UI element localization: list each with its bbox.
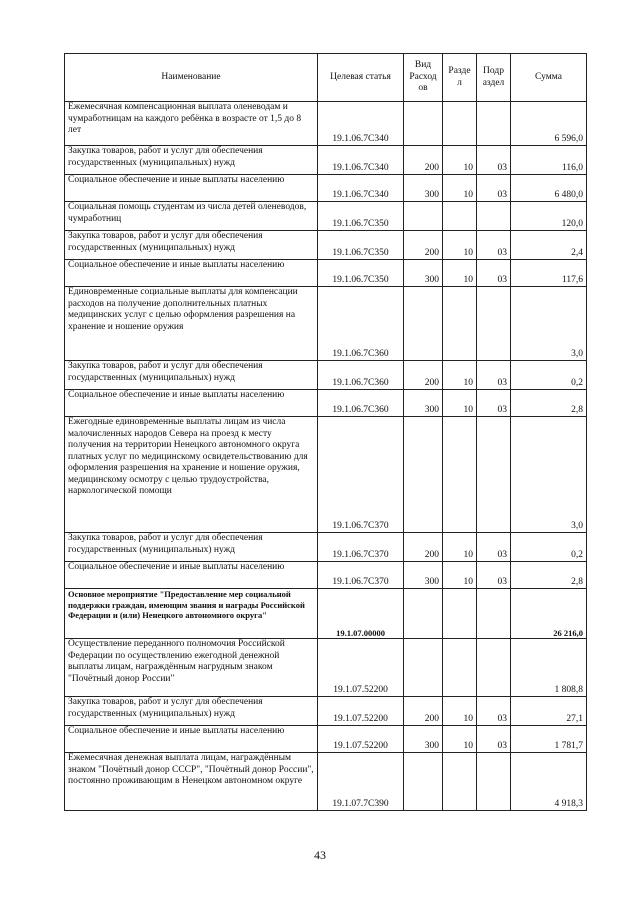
table-row [65,260,587,287]
cell-sum: 2,8 [511,390,587,417]
cell-sum: 1 808,8 [511,639,587,697]
cell-section [443,417,477,533]
cell-expense-type: 300 [404,390,443,417]
cell-sum: 0,2 [511,361,587,390]
cell-section: 10 [443,562,477,589]
table-row [65,533,587,562]
cell-subsection: 03 [477,146,511,175]
cell-sum: 6 596,0 [511,102,587,146]
cell-target-article: 19.1.06.7С350 [318,260,404,287]
cell-target-article: 19.1.06.7С350 [318,231,404,260]
cell-name: Закупка товаров, работ и услуг для обеспечения государственных (муниципальных) нужд [65,361,318,390]
cell-subsection: 03 [477,175,511,202]
cell-sum: 116,0 [511,146,587,175]
cell-expense-type [404,102,443,146]
cell-subsection [477,287,511,361]
cell-subsection: 03 [477,726,511,753]
cell-sum: 3,0 [511,417,587,533]
table-row [65,697,587,726]
cell-section [443,639,477,697]
cell-section [443,589,477,639]
cell-subsection [477,202,511,231]
cell-target-article: 19.1.06.7С370 [318,417,404,533]
cell-sum: 2,4 [511,231,587,260]
cell-name: Ежемесячная денежная выплата лицам, награждённым знаком "Почётный донор СССР", "Почётный донор России", постоянно проживающим в Ненецком автономном округе [65,753,318,811]
cell-name: Социальное обеспечение и иные выплаты населению [65,175,318,202]
cell-expense-type [404,202,443,231]
budget-table [64,53,587,811]
cell-target-article: 19.1.06.7С370 [318,562,404,589]
cell-target-article: 19.1.06.7С360 [318,287,404,361]
cell-sum: 2,8 [511,562,587,589]
cell-target-article: 19.1.06.7С370 [318,533,404,562]
cell-subsection [477,102,511,146]
cell-subsection: 03 [477,390,511,417]
cell-subsection [477,753,511,811]
table-row [65,589,587,639]
cell-expense-type: 200 [404,533,443,562]
header-expense-type: Вид Расход ов [404,54,443,102]
cell-sum: 120,0 [511,202,587,231]
cell-sum: 27,1 [511,697,587,726]
table-row [65,175,587,202]
cell-name: Ежемесячная компенсационная выплата оленеводам и чумработницам на каждого ребёнка в возрасте от 1,5 до 8 лет [65,102,318,146]
cell-sum: 26 216,0 [511,589,587,639]
cell-section: 10 [443,260,477,287]
cell-name: Социальное обеспечение и иные выплаты населению [65,562,318,589]
cell-target-article: 19.1.06.7С340 [318,146,404,175]
cell-section [443,287,477,361]
cell-section [443,202,477,231]
table-row [65,146,587,175]
cell-expense-type [404,417,443,533]
cell-sum: 0,2 [511,533,587,562]
table-body [65,102,587,811]
cell-name: Социальная помощь студентам из числа детей оленеводов, чумработниц [65,202,318,231]
cell-expense-type: 200 [404,146,443,175]
cell-target-article: 19.1.07.7С390 [318,753,404,811]
cell-subsection: 03 [477,533,511,562]
table-row [65,726,587,753]
cell-expense-type: 200 [404,361,443,390]
header-name: Наименование [65,54,318,102]
cell-section: 10 [443,697,477,726]
cell-subsection: 03 [477,697,511,726]
table-header-row [65,54,587,102]
cell-sum: 4 918,3 [511,753,587,811]
cell-name: Социальное обеспечение и иные выплаты населению [65,390,318,417]
cell-section: 10 [443,361,477,390]
header-section: Разде л [443,54,477,102]
table-row [65,287,587,361]
header-subsection: Подр аздел [477,54,511,102]
cell-section [443,102,477,146]
cell-name: Основное мероприятие "Предоставление мер социальной поддержки граждан, имеющим звания и награды Российской Федерации и (или) Ненецкого автономного округа" [65,589,318,639]
cell-section: 10 [443,726,477,753]
cell-target-article: 19.1.07.00000 [318,589,404,639]
cell-expense-type [404,287,443,361]
cell-target-article: 19.1.07.52200 [318,697,404,726]
table-row [65,202,587,231]
cell-name: Социальное обеспечение и иные выплаты населению [65,726,318,753]
header-sum: Сумма [511,54,587,102]
table-row [65,562,587,589]
cell-section: 10 [443,146,477,175]
cell-section [443,753,477,811]
header-target-article: Целевая статья [318,54,404,102]
cell-expense-type: 300 [404,562,443,589]
cell-name: Закупка товаров, работ и услуг для обеспечения государственных (муниципальных) нужд [65,697,318,726]
table-row [65,231,587,260]
cell-target-article: 19.1.06.7С340 [318,102,404,146]
cell-expense-type: 200 [404,231,443,260]
cell-section: 10 [443,533,477,562]
cell-target-article: 19.1.07.52200 [318,639,404,697]
table-row [65,102,587,146]
cell-section: 10 [443,231,477,260]
cell-section: 10 [443,175,477,202]
cell-expense-type: 300 [404,260,443,287]
cell-target-article: 19.1.07.52200 [318,726,404,753]
cell-sum: 6 480,0 [511,175,587,202]
cell-expense-type [404,589,443,639]
cell-subsection [477,639,511,697]
table-row [65,639,587,697]
cell-expense-type [404,753,443,811]
cell-subsection: 03 [477,231,511,260]
cell-expense-type: 300 [404,175,443,202]
table-row [65,361,587,390]
cell-name: Осуществление переданного полномочия Российской Федерации по осуществлению ежегодной денежной выплаты лицам, награждённым нагрудным знаком "Почётный донор России" [65,639,318,697]
cell-target-article: 19.1.06.7С360 [318,390,404,417]
table-row [65,753,587,811]
cell-sum: 117,6 [511,260,587,287]
cell-name: Единовременные социальные выплаты для компенсации расходов на получение дополнительных платных медицинских услуг с целью оформления разрешения на хранение и ношение оружия [65,287,318,361]
cell-name: Закупка товаров, работ и услуг для обеспечения государственных (муниципальных) нужд [65,533,318,562]
cell-name: Социальное обеспечение и иные выплаты населению [65,260,318,287]
cell-expense-type [404,639,443,697]
cell-subsection [477,417,511,533]
cell-section: 10 [443,390,477,417]
cell-sum: 1 781,7 [511,726,587,753]
page-number: 43 [314,848,326,862]
cell-name: Закупка товаров, работ и услуг для обеспечения государственных (муниципальных) нужд [65,146,318,175]
cell-expense-type: 200 [404,697,443,726]
table-row [65,390,587,417]
cell-name: Закупка товаров, работ и услуг для обеспечения государственных (муниципальных) нужд [65,231,318,260]
cell-target-article: 19.1.06.7С350 [318,202,404,231]
table-row [65,417,587,533]
cell-subsection: 03 [477,361,511,390]
cell-subsection: 03 [477,260,511,287]
cell-subsection: 03 [477,562,511,589]
cell-expense-type: 300 [404,726,443,753]
cell-subsection [477,589,511,639]
cell-target-article: 19.1.06.7С360 [318,361,404,390]
cell-name: Ежегодные единовременные выплаты лицам из числа малочисленных народов Севера на проезд к месту получения на территории Ненецкого автономного округа платных услуг по медицинскому освидетельствованию для оформления разрешения на хранение и ношение оружия, медицинскому осмотру с целью трудоустройства, наркологической помощи [65,417,318,533]
cell-target-article: 19.1.06.7С340 [318,175,404,202]
cell-sum: 3,0 [511,287,587,361]
